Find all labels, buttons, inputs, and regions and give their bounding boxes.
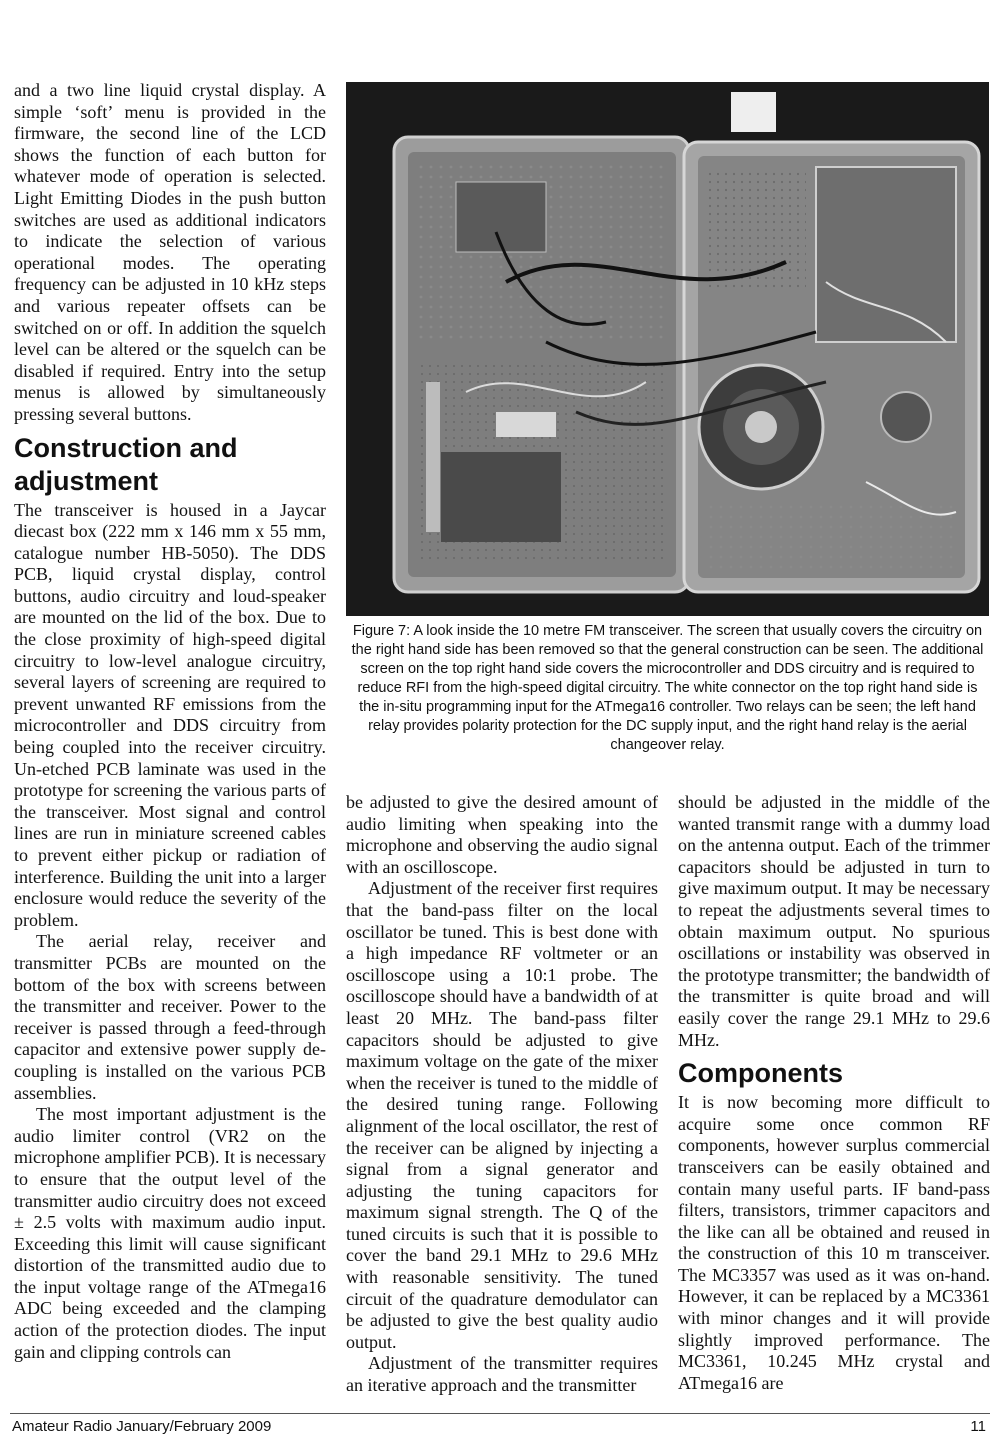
figure-7-photo bbox=[346, 82, 989, 616]
body-paragraph: The most important adjustment is the audio limiter control (VR2 on the microphone amplifier PCB). It is necessary to ensure that the output level of the transmitter audio circuitry does not exceed ± 2.5 volts with maximum audio input. Exceeding this limit will cause significant distortion of the transmitted audio due to the input voltage range of the ATmega16 ADC being exceeded and the clamping action of the protection diodes. The input gain and clipping controls can bbox=[14, 1104, 326, 1362]
body-paragraph: should be adjusted in the middle of the wanted transmit range with a dummy load on the antenna output. Each of the trimmer capacitors should be adjusted in turn to give maximum output. It may be necessary to repeat the adjustments several times to obtain maximum output. No spurious oscillations or instability was observed in the prototype transmitter; the bandwidth of the transmitter is quite broad and will easily cover the range 29.1 MHz to 29.6 MHz. bbox=[678, 792, 990, 1050]
footer-divider bbox=[10, 1413, 990, 1414]
body-paragraph: be adjusted to give the desired amount of audio limiting when speaking into the microphone and observing the audio signal with an oscilloscope. bbox=[346, 792, 658, 877]
section-heading-construction: Construction and adjustment bbox=[14, 432, 238, 496]
section-heading-components: Components bbox=[678, 1058, 843, 1089]
body-paragraph: It is now becoming more difficult to acquire some once common RF components, however surplus commercial transceivers can be easily obtained and contain many useful parts. IF band-pass filters, transistors, trimmer capacitors and the like can all be obtained and reused in the construction of this 10 m transceiver. The MC3357 was used as it was on-hand. However, it can be replaced by a MC3361 with minor changes and it will provide slightly improved performance. The MC3361, 10.245 MHz crystal and ATmega16 are bbox=[678, 1092, 990, 1393]
body-paragraph: and a two line liquid crystal display. A simple ‘soft’ menu is provided in the firmware, the second line of the LCD shows the function of each button for whatever mode of operation is selected. Light Emitting Diodes in the push button switches are used as additional indicators to indicate the selection of various operational modes. The operating frequency can be adjusted in 10 kHz steps and various repeater offsets can be switched on or off. In addition the squelch level can be altered or the squelch can be disabled if required. Entry into the setup menus is allowed by simultaneously pressing several buttons. bbox=[14, 80, 326, 424]
body-paragraph: The transceiver is housed in a Jaycar diecast box (222 mm x 146 mm x 55 mm, catalogue number HB-5050). The DDS PCB, liquid crystal display, control buttons, audio circuitry and loud-speaker are mounted on the lid of the box. Due to the close proximity of high-speed digital circuitry to low-level analogue circuitry, several layers of screening are required to prevent unwanted RF emissions from the microcontroller and DDS circuitry from being coupled into the receiver circuitry. Un-etched PCB laminate was used in the prototype for screening the various parts of the transceiver. Most signal and control lines are run in miniature screened cables to prevent either pickup or radiation of interference. Building the unit into a larger enclosure would reduce the severity of the problem. bbox=[14, 499, 326, 930]
footer-publication: Amateur Radio January/February 2009 bbox=[12, 1418, 272, 1435]
body-paragraph: Adjustment of the receiver first requires that the band-pass filter on the local oscillator be tuned. This is best done with a high impedance RF voltmeter or an oscilloscope using a 10:1 probe. The oscilloscope should have a bandwidth of at least 20 MHz. The band-pass filter capacitors should be adjusted to give maximum voltage on the gate of the mixer when the receiver is tuned to the middle of the desired tuning range. Following alignment of the local oscillator, the rest of the receiver can be aligned by injecting a signal from a signal generator and adjusting the tuning capacitors for maximum signal strength. The Q of the tuned circuits is such that it is possible to cover the band 29.1 MHz to 29.6 MHz with reasonable sensitivity. The tuned circuit of the quadrature demodulator can be adjusted to give the best quality audio output. bbox=[346, 878, 658, 1352]
transceiver-photo-illustration bbox=[346, 82, 989, 616]
page-number: 11 bbox=[970, 1418, 986, 1435]
body-paragraph: Adjustment of the transmitter requires an iterative approach and the transmitter bbox=[346, 1353, 658, 1396]
column-1 bbox=[14, 80, 326, 1363]
column-3 bbox=[678, 792, 990, 1394]
column-2 bbox=[346, 792, 658, 1397]
figure-caption: Figure 7: A look inside the 10 metre FM transceiver. The screen that usually covers the circuitry on the right hand side has been removed so that the general construction can be seen. The additional screen on the top right hand side covers the microcontroller and DDS circuitry and is required to reduce RFI from the high-speed digital circuitry. The white connector on the top right hand side is the in-situ programming input for the ATmega16 controller. Two relays can be seen; the left hand relay provides polarity protection for the DC supply input, and the right hand relay is the aerial changeover relay. bbox=[351, 623, 984, 753]
body-paragraph: The aerial relay, receiver and transmitter PCBs are mounted on the bottom of the box with screens between the transmitter and receiver. Power to the receiver is passed through a feed-through capacitor and extensive power supply de-coupling is installed on the various PCB assemblies. bbox=[14, 931, 326, 1103]
